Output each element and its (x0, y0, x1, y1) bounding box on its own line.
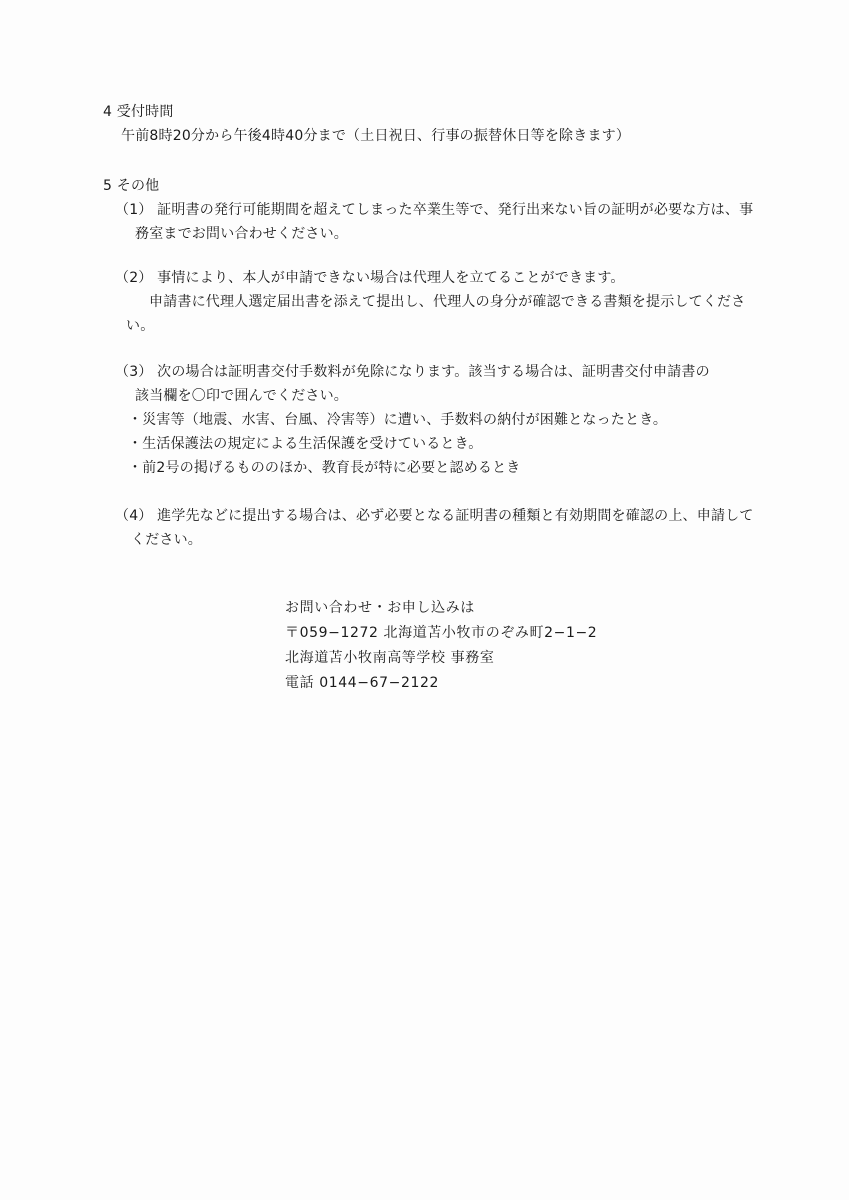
item-2-line-2: 申請書に代理人選定届出書を添えて提出し、代理人の身分が確認できる書類を提示してくださ (149, 294, 746, 310)
item-2-line-3: い。 (126, 318, 155, 334)
section-5-heading: 5 その他 (103, 178, 160, 194)
item-1-line-2: 務室までお問い合わせください。 (135, 226, 348, 242)
contact-school: 北海道苫小牧南高等学校 事務室 (285, 650, 495, 666)
section-4-heading: 4 受付時間 (103, 104, 174, 120)
contact-address: 〒059−1272 北海道苫小牧市のぞみ町2−1−2 (285, 625, 598, 641)
item-3-line-1: （3） 次の場合は証明書交付手数料が免除になります。該当する場合は、証明書交付申請書の (115, 364, 710, 380)
item-3-bullet-1: ・災害等（地震、水害、台風、冷害等）に遭い、手数料の納付が困難となったとき。 (128, 412, 668, 428)
contact-intro: お問い合わせ・お申し込みは (285, 600, 475, 616)
item-4-line-2: ください。 (131, 532, 202, 548)
item-3-bullet-2: ・生活保護法の規定による生活保護を受けているとき。 (128, 436, 483, 452)
contact-phone: 電話 0144−67−2122 (285, 675, 439, 691)
item-2-line-1: （2） 事情により、本人が申請できない場合は代理人を立てることができます。 (115, 270, 625, 286)
item-3-line-2: 該当欄を〇印で囲んでください。 (135, 388, 348, 404)
section-4-body: 午前8時20分から午後4時40分まで（土日祝日、行事の振替休日等を除きます） (121, 128, 631, 144)
item-4-line-1: （4） 進学先などに提出する場合は、必ず必要となる証明書の種類と有効期間を確認の上、申請して (115, 508, 754, 524)
item-1-line-1: （1） 証明書の発行可能期間を超えてしまった卒業生等で、発行出来ない旨の証明が必要な方は、事 (115, 202, 754, 218)
item-3-bullet-3: ・前2号の掲げるもののほか、教育長が特に必要と認めるとき (128, 460, 521, 476)
